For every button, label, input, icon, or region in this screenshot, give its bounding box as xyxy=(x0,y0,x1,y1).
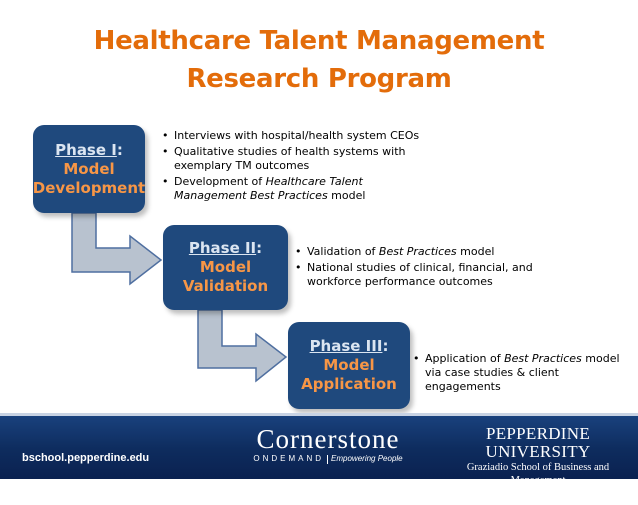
phase-1-line-2: Development xyxy=(32,178,146,197)
pepperdine-tagline: Master the leader in you. xyxy=(487,493,611,505)
cornerstone-divider xyxy=(327,455,328,464)
cornerstone-logo xyxy=(244,425,412,464)
phase-1-colon: : xyxy=(116,140,123,159)
phase-1-label: Phase I xyxy=(55,140,117,159)
phase-3-colon: : xyxy=(382,337,389,355)
phase-2-line-1: Model xyxy=(199,258,252,276)
cornerstone-name: Cornerstone xyxy=(256,424,400,454)
phase-3-line-1: Model xyxy=(323,356,375,374)
phase-1-bullets xyxy=(162,129,432,205)
bullet-item: • Development of Healthcare Talent Management Best Practices model xyxy=(162,175,432,203)
bullet-item: • Interviews with hospital/health system CEOs xyxy=(162,129,432,143)
arrow-phase2-to-phase3 xyxy=(198,310,286,381)
phase-3-box xyxy=(288,322,410,409)
bullet-item: • National studies of clinical, financial, and workforce performance outcomes xyxy=(295,261,555,289)
phase-1-line-1: Model xyxy=(63,159,115,178)
phase-2-box xyxy=(163,225,288,310)
phase-2-colon: : xyxy=(256,239,263,257)
bullet-item: • Validation of Best Practices model xyxy=(295,245,555,259)
pepperdine-logo xyxy=(448,425,628,505)
footer-url[interactable]: bschool.pepperdine.edu xyxy=(22,452,150,464)
bullet-item: • Application of Best Practices model via case studies & client engagements xyxy=(413,352,628,394)
cornerstone-subline xyxy=(244,454,412,464)
cornerstone-tagline: Empowering People xyxy=(331,454,403,463)
phase-3-bullets xyxy=(413,352,628,396)
phase-3-heading xyxy=(310,337,389,356)
title-line-1: Healthcare Talent Management xyxy=(93,26,545,56)
phase-1-heading xyxy=(55,141,123,160)
cornerstone-ondemand: ONDEMAND xyxy=(253,454,325,463)
phase-3-line-2: Application xyxy=(301,375,397,393)
phase-3-label: Phase III xyxy=(309,337,383,355)
bullet-item: • Qualitative studies of health systems with exemplary TM outcomes xyxy=(162,145,432,173)
pepperdine-school: Graziadio School of Business and Management xyxy=(466,462,610,486)
phase-1-box xyxy=(33,125,145,213)
pepperdine-name: PEPPERDINE UNIVERSITY xyxy=(485,424,591,461)
footer-banner xyxy=(0,413,638,505)
phase-2-heading xyxy=(189,239,262,258)
title-line-2: Research Program xyxy=(186,64,452,94)
phase-2-line-2: Validation xyxy=(182,277,269,295)
arrow-phase1-to-phase2 xyxy=(72,213,161,284)
phase-2-label: Phase II xyxy=(188,239,257,257)
phase-2-bullets xyxy=(295,245,555,291)
